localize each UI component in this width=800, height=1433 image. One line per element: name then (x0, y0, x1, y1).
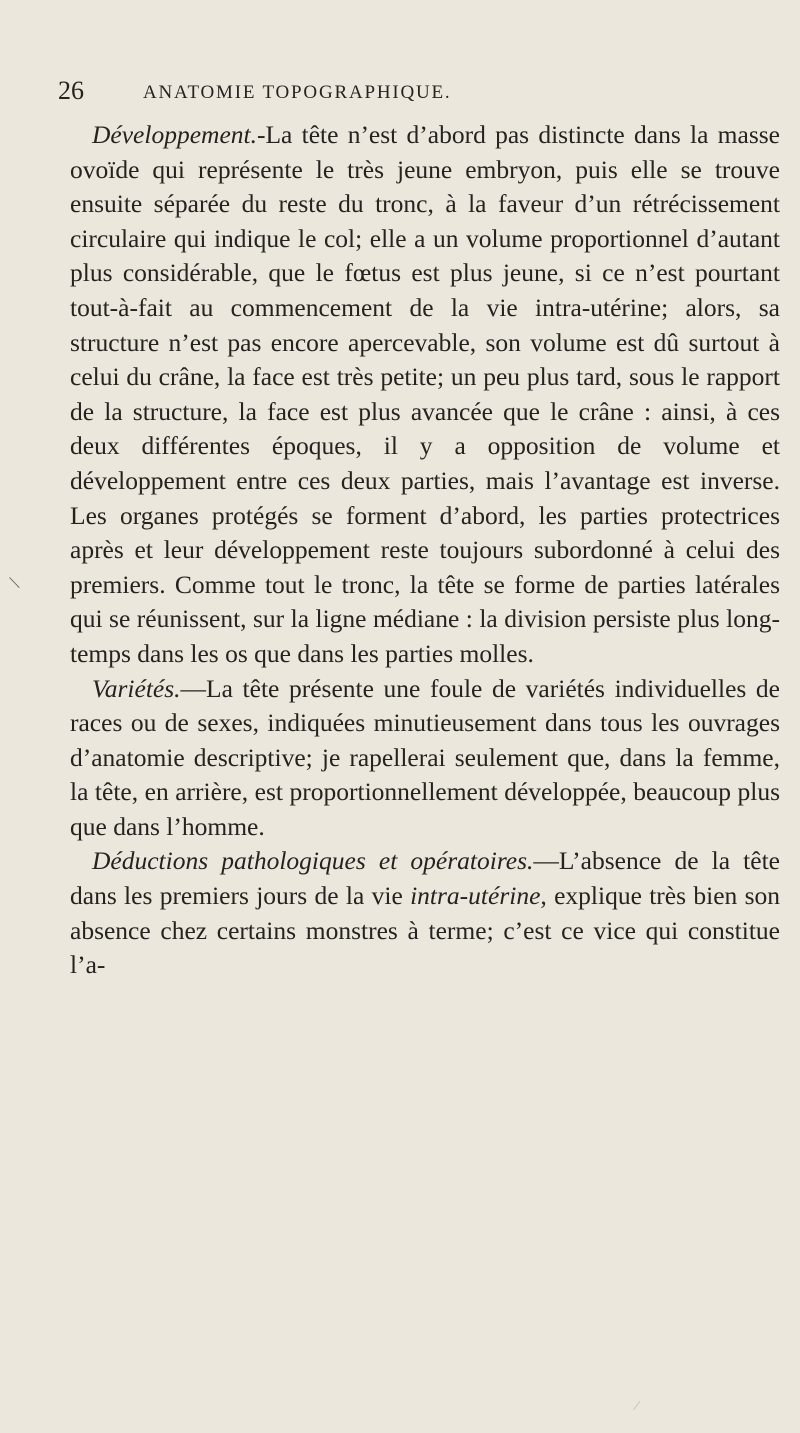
paragraph-italic-intra-uterine: intra-utérine, (410, 881, 547, 911)
body-text (70, 118, 780, 983)
page-title: ANATOMIE TOPOGRAPHIQUE. (143, 82, 452, 103)
paragraph-text-deductions-2: explique très bien son absence chez certains monstres à terme; c’est ce vice qui constitue l’a- (70, 881, 780, 980)
corner-mark: ⁄ (635, 1399, 638, 1414)
section-heading-varietes: Variétés. (92, 673, 181, 703)
paragraph-text-developpement: -La tête n’est d’abord pas distincte dans la masse ovoïde qui représente le très jeune embryon, puis elle se trouve ensuite séparée du reste du tronc, à la faveur d’un rétrécissement circulaire qui indique le col; elle a un volume proportionnel d’autant plus considérable, que le fœtus est plus jeune, si ce n’est pourtant tout-à-fait au commencement de la vie intra-utérine; alors, sa structure n’est pas encore apercevable, son volume est dû surtout à celui du crâne, la face est très petite; un peu plus tard, sous le rapport de la structure, la face est plus avancée que le crâne : ainsi, à ces deux différentes époques, il y a opposition de volume et développement entre ces deux parties, mais l’avantage est inverse. Les organes protégés se forment d’abord, les parties protectrices après et leur développement reste toujours subordonné à celui des premiers. Comme tout le tronc, la tête se forme de parties latérales qui se réunissent, sur la ligne médiane : la division persiste plus long-temps dans les os que dans les parties molles. (70, 120, 780, 668)
paragraph-developpement (70, 118, 780, 672)
section-heading-deductions: Déductions pathologiques et opératoires. (92, 846, 534, 876)
paragraph-text-deductions-1: —L’absence de la tête dans les premiers jours de la vie (70, 846, 780, 911)
paragraph-text-varietes: —La tête présente une foule de variétés individuelles de races ou de sexes, indiquées minutieusement dans tous les ouvrages d’anatomie descriptive; je rapellerai seulement que, dans la femme, la tête, en arrière, est proportionnellement développée, beaucoup plus que dans l’homme. (70, 673, 780, 841)
page-number: 26 (58, 76, 84, 105)
paragraph-varietes (70, 672, 780, 845)
section-heading-developpement: Développement. (92, 120, 257, 149)
running-head (58, 76, 776, 112)
paragraph-deductions (70, 844, 780, 982)
margin-mark: \ (7, 571, 22, 595)
